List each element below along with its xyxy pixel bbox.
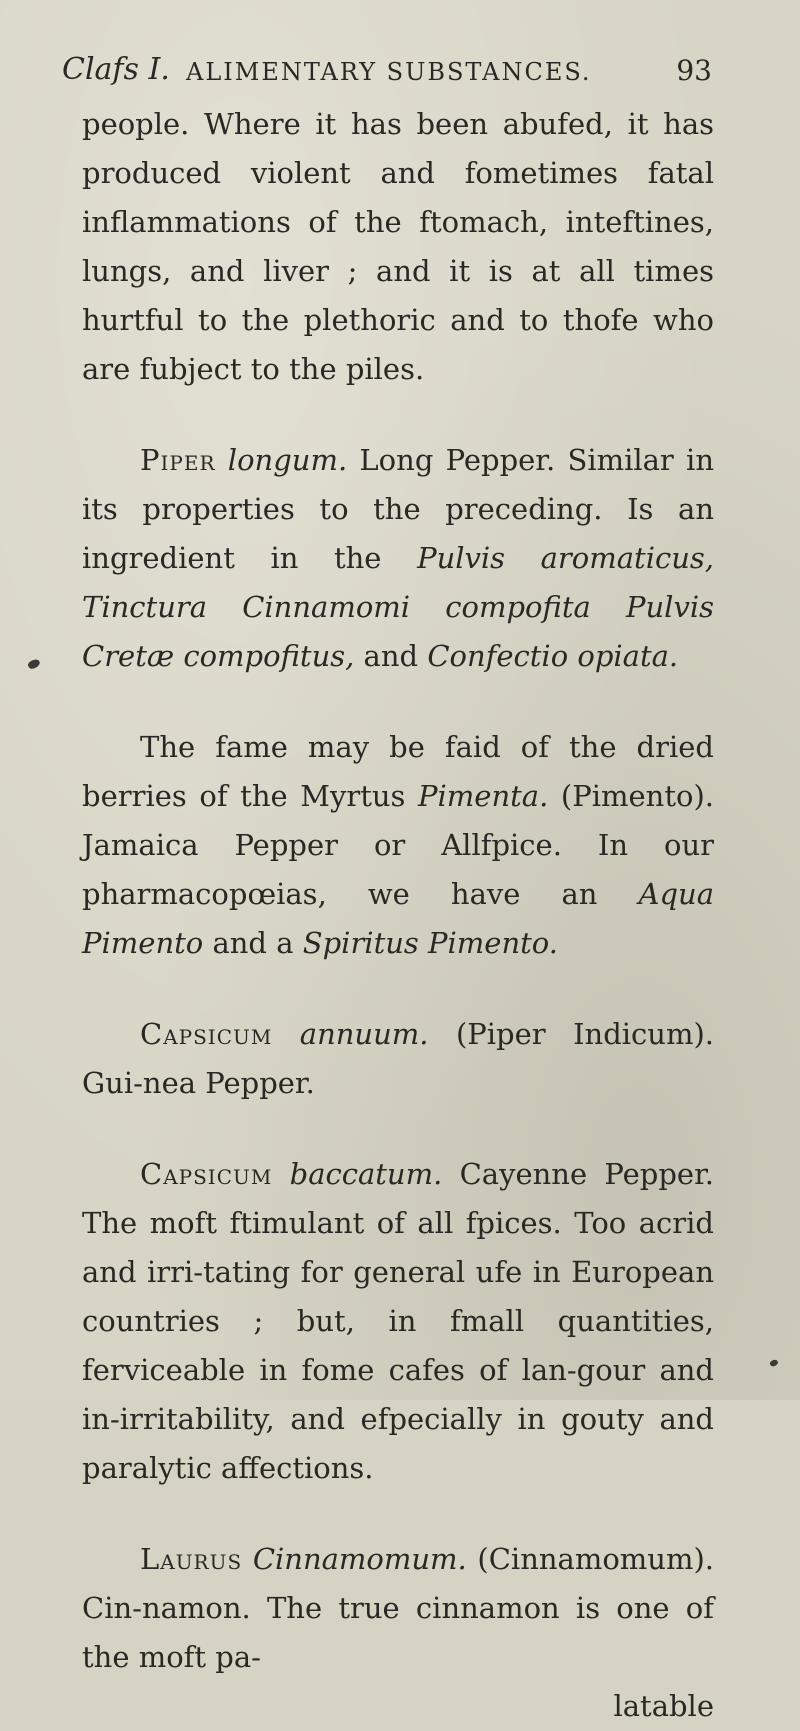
preparation-name: Pulvis aromaticus, (417, 541, 714, 575)
catchword: latable (613, 1689, 714, 1723)
ink-speck (27, 658, 41, 671)
paragraph-pimento (82, 723, 714, 968)
species-name: baccatum. (289, 1157, 443, 1191)
paragraph-piper-longum: Piper longum. Long Pepper. Similar in its properties to the preceding. Is an ingredient in the Pulvis aromaticus, Tinctura Cinnamomi compofita Pulvis Cretæ compofitus, and Confectio opiata. (82, 443, 715, 673)
preparation-name: Aqua Pimento (82, 877, 714, 960)
running-title: ALIMENTARY SUBSTANCES. (186, 58, 592, 86)
paragraph-text: (Cinnamomum). Cin-namon. The true cinnamon is one of the moft pa- (82, 1542, 715, 1674)
paragraph-text: (Pimento). Jamaica Pepper or Allfpice. In our pharmacopœias, we have an (82, 779, 714, 911)
paragraph-laurus-cinnamomum (82, 1535, 714, 1682)
species-name: Pimenta. (418, 779, 549, 813)
paragraph-text: Cayenne Pepper. The moft ftimulant of all fpices. Too acrid and irri-tating for general ufe in European countries ; but, in fmall quantities, ferviceable in fome cafes of lan-gour and in-irritability, and efpecially in gouty and paralytic affections. (82, 1157, 714, 1485)
paragraph-text: Long Pepper. Similar in its properties to the preceding. Is an ingredient in the (82, 443, 715, 575)
ink-speck (769, 1358, 779, 1367)
continuation-word (82, 1682, 714, 1731)
paragraph-pepper-effects (82, 100, 714, 394)
genus-name: Capsicum (140, 1017, 273, 1051)
paragraph-capsicum-baccatum (82, 1150, 714, 1493)
class-label: Clafs I. (62, 52, 170, 87)
paragraph-text: (Piper Indicum). Gui-nea Pepper. (82, 1017, 714, 1100)
preparation-name: Pulvis Cretæ compofitus, (82, 590, 714, 673)
species-name: longum. (227, 443, 348, 477)
paragraph-text: The fame may be faid of the dried berries of the Myrtus (82, 730, 714, 813)
preparation-name: Spiritus Pimento. (302, 926, 558, 960)
genus-name: Capsicum (140, 1157, 273, 1191)
preparation-name: Confectio opiata. (427, 639, 679, 673)
body-text (82, 100, 714, 1731)
genus-name: Laurus (140, 1542, 243, 1576)
preparation-name: Tinctura Cinnamomi compofita (82, 590, 591, 624)
paragraph-text: and a (203, 926, 303, 960)
species-name: annuum. (299, 1017, 429, 1051)
genus-name: Piper (140, 443, 216, 477)
page-header (62, 52, 712, 96)
paragraph-capsicum-annuum (82, 1010, 714, 1108)
species-name: Cinnamomum. (252, 1542, 467, 1576)
paragraph-text: people. Where it has been abufed, it has produced violent and fometimes fatal inflammations of the ftomach, inteftines, lungs, and liver ; and it is at all times hurtful to the plethoric and to thofe who are fubject to the piles. (82, 107, 714, 386)
page-number: 93 (676, 54, 712, 87)
